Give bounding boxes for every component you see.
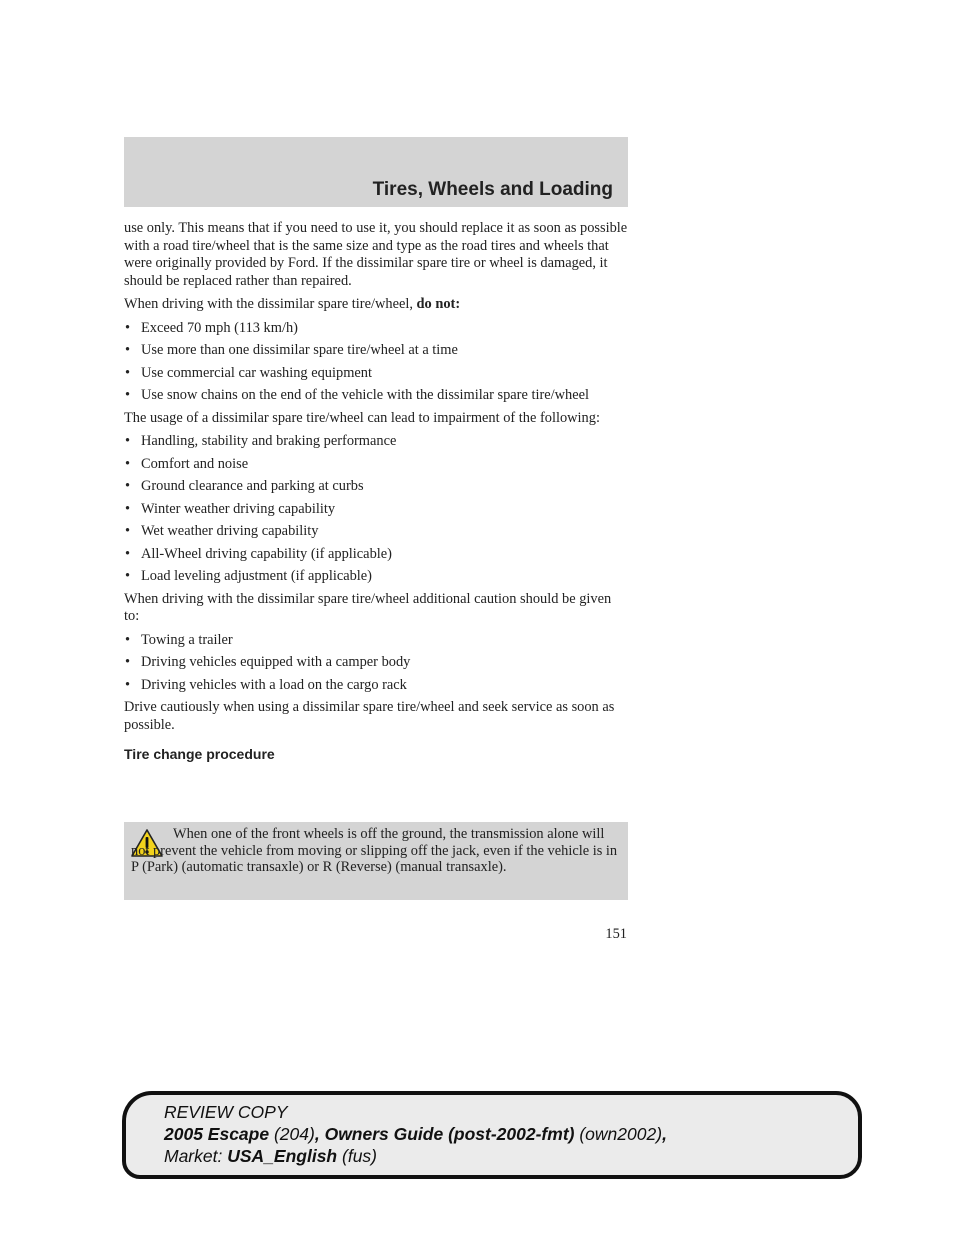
bullet: • xyxy=(125,478,131,494)
paragraph-do-not xyxy=(124,296,628,314)
list-item xyxy=(124,456,628,474)
review-market-line xyxy=(164,1145,667,1167)
paragraph-impairment: The usage of a dissimilar spare tire/wheel can lead to impairment of the following: xyxy=(124,409,600,426)
warning-text: When one of the front wheels is off the ground, the transmission alone will not prevent the vehicle from moving or slipping off the jack, even if the vehicle is in P (Park) (automatic transaxle) or R (Reverse) (manual transaxle). xyxy=(131,826,618,875)
caution-list xyxy=(124,632,628,695)
guide-code: (own2002) xyxy=(579,1124,663,1144)
do-not-list xyxy=(124,320,628,405)
review-copy-text xyxy=(164,1101,667,1167)
list-item xyxy=(124,433,628,451)
bullet: • xyxy=(125,500,131,517)
bullet: • xyxy=(125,654,131,670)
list-item-text: Exceed 70 mph (113 km/h) xyxy=(141,319,298,336)
list-item xyxy=(124,501,628,519)
list-item-text: Ground clearance and parking at curbs xyxy=(141,478,364,494)
market-name: USA_English xyxy=(227,1146,338,1166)
bullet: • xyxy=(125,319,131,336)
list-item xyxy=(124,478,628,496)
bullet: • xyxy=(125,455,131,472)
review-copy-label: REVIEW COPY xyxy=(164,1102,288,1122)
list-item xyxy=(124,342,628,360)
list-item xyxy=(124,365,628,383)
list-item-text: Handling, stability and braking performance xyxy=(141,433,397,449)
guide-name: Owners Guide (post-2002-fmt) xyxy=(324,1124,575,1144)
list-item-text: Driving vehicles with a load on the cargo rack xyxy=(141,676,407,693)
bullet: • xyxy=(125,568,131,584)
list-item xyxy=(124,568,628,586)
list-item xyxy=(124,320,628,338)
model-name: 2005 Escape xyxy=(164,1124,270,1144)
subheading-tire-change: Tire change procedure xyxy=(124,746,275,762)
list-item xyxy=(124,387,628,405)
list-item-text: Wet weather driving capability xyxy=(141,523,319,539)
list-item-text: Winter weather driving capability xyxy=(141,500,336,517)
review-copy-box xyxy=(122,1091,862,1179)
bullet: • xyxy=(125,387,131,403)
list-item-text: Use snow chains on the end of the vehicle with the dissimilar spare tire/wheel xyxy=(141,387,589,403)
bullet: • xyxy=(125,631,131,648)
list-item xyxy=(124,654,628,672)
list-item-text: All-Wheel driving capability (if applicable) xyxy=(141,545,392,562)
list-item xyxy=(124,546,628,564)
do-not-emphasis: do not: xyxy=(416,296,461,312)
list-item-text: Towing a trailer xyxy=(141,631,233,648)
section-header-band xyxy=(124,137,628,207)
bullet: • xyxy=(125,676,131,693)
bullet: • xyxy=(125,342,131,358)
market-code: (fus) xyxy=(342,1146,377,1166)
bullet: • xyxy=(125,364,131,381)
warning-box xyxy=(124,822,628,900)
bullet: • xyxy=(125,523,131,539)
bullet: • xyxy=(125,545,131,562)
list-item xyxy=(124,632,628,650)
section-title: Tires, Wheels and Loading xyxy=(372,179,613,200)
review-model-line xyxy=(164,1123,667,1145)
paragraph-caution: When driving with the dissimilar spare tire/wheel additional caution should be given to: xyxy=(124,590,612,624)
page-content xyxy=(124,220,628,773)
paragraph-do-not-text: When driving with the dissimilar spare tire/wheel, xyxy=(124,296,413,312)
model-code: (204) xyxy=(273,1124,315,1144)
paragraph-intro: use only. This means that if you need to use it, you should replace it as soon as possible with a road tire/wheel that is the same size and type as the road tires and wheels that were originally provided by Ford. If the dissimilar spare tire or wheel is damaged, it should be replaced rather than repaired. xyxy=(124,220,628,289)
market-label: Market: xyxy=(164,1146,223,1166)
impairment-list xyxy=(124,433,628,586)
paragraph-drive-cautiously: Drive cautiously when using a dissimilar spare tire/wheel and seek service as soon as possible. xyxy=(124,699,615,733)
list-item-text: Driving vehicles equipped with a camper body xyxy=(141,654,411,670)
separator: , xyxy=(662,1124,667,1144)
separator: , xyxy=(314,1124,320,1144)
list-item-text: Comfort and noise xyxy=(141,455,249,472)
page-number: 151 xyxy=(605,926,627,942)
list-item xyxy=(124,677,628,695)
list-item-text: Use more than one dissimilar spare tire/wheel at a time xyxy=(141,342,458,358)
list-item xyxy=(124,523,628,541)
list-item-text: Use commercial car washing equipment xyxy=(141,364,372,381)
bullet: • xyxy=(125,433,131,449)
list-item-text: Load leveling adjustment (if applicable) xyxy=(141,568,372,584)
